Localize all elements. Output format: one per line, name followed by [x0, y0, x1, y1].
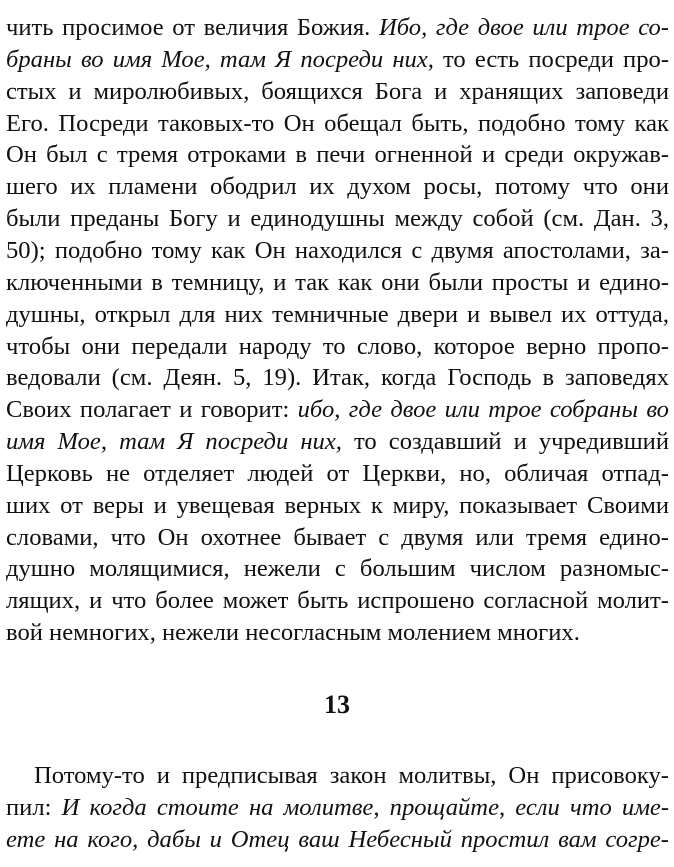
- text-run: словами, что Он охотнее бывает с двумя или тремя едино-: [6, 523, 669, 551]
- text-run: Своих полагает и говорит:: [6, 396, 298, 424]
- text-line: [6, 792, 669, 823]
- text-line: [6, 585, 669, 616]
- text-run: Потому-то и предписывая закон молитвы, Он присовоку-: [34, 762, 669, 789]
- text-run: лящих, и что более может быть испрошено согласной молит-: [6, 587, 669, 615]
- text-line: [6, 76, 669, 107]
- text-run: ведовали (см. Деян. 5, 19). Итак, когда Господь в заповедях: [6, 364, 669, 392]
- text-run: чтобы они передали народу то слово, которое верно пропо-: [6, 332, 669, 360]
- text-run: 50); подобно тому как Он находился с двумя апостолами, за-: [6, 236, 669, 264]
- text-run: душно молящимися, нежели с большим числом разномыс-: [6, 555, 669, 583]
- text-line: [6, 458, 669, 489]
- text-run: то создавший и учредивший: [341, 428, 669, 456]
- text-line: [6, 426, 669, 457]
- text-line: [6, 44, 669, 75]
- text-run: Церковь не отделяет людей от Церкви, но, обличая отпад-: [6, 459, 669, 487]
- text-line: [6, 171, 669, 202]
- text-run: ших от веры и увещевая верных к миру, показывает Своими: [6, 491, 669, 519]
- text-line: [34, 760, 669, 791]
- text-line: [6, 362, 669, 393]
- text-run: чить просимое от величия Божия.: [6, 14, 379, 41]
- text-line: [6, 553, 669, 584]
- text-run: пил:: [6, 794, 62, 821]
- text-run: то есть посреди про-: [433, 45, 670, 73]
- text-run: шего их пламени ободрил их духом росы, потому что они: [6, 173, 669, 201]
- text-line: [6, 522, 669, 553]
- italic-quote: И когда стоите на молитве, прощайте, если что име-: [61, 794, 670, 821]
- text-line: [6, 12, 669, 43]
- text-line: [6, 490, 669, 521]
- text-line: [6, 235, 669, 266]
- text-line: [6, 331, 669, 362]
- text-run: вой немногих, нежели несогласным молением многих.: [6, 619, 580, 647]
- text-run: Он был с тремя отроками в печи огненной и среди окружав-: [6, 141, 669, 169]
- text-line: [6, 267, 669, 298]
- text-run: душны, открыл для них темничные двери и вывел их оттуда,: [6, 300, 669, 328]
- text-run: были преданы Богу и единодушны между собой (см. Дан. 3,: [6, 205, 669, 233]
- text-line: [6, 394, 669, 425]
- text-line: [6, 108, 669, 139]
- italic-quote: ете на кого, дабы и Отец ваш Небесный простил вам согре-: [6, 826, 669, 853]
- text-line: [6, 203, 669, 234]
- text-line: [6, 299, 669, 330]
- text-line: [6, 617, 669, 648]
- text-line: [6, 139, 669, 170]
- text-line: [6, 824, 669, 855]
- chapter-number: 13: [324, 690, 350, 719]
- italic-quote: ибо, где двое или трое собраны во: [297, 396, 669, 424]
- text-run: Его. Посреди таковых-то Он обещал быть, подобно тому как: [6, 109, 669, 137]
- text-run: ключенными в темницу, и так как они были просты и едино-: [6, 268, 669, 296]
- italic-quote: Ибо, где двое или трое со-: [378, 14, 669, 41]
- italic-quote: имя Мое, там Я посреди них,: [6, 428, 342, 456]
- text-run: стых и миролюбивых, боящихся Бога и хранящих заповеди: [6, 77, 669, 105]
- italic-quote: браны во имя Мое, там Я посреди них,: [6, 45, 434, 73]
